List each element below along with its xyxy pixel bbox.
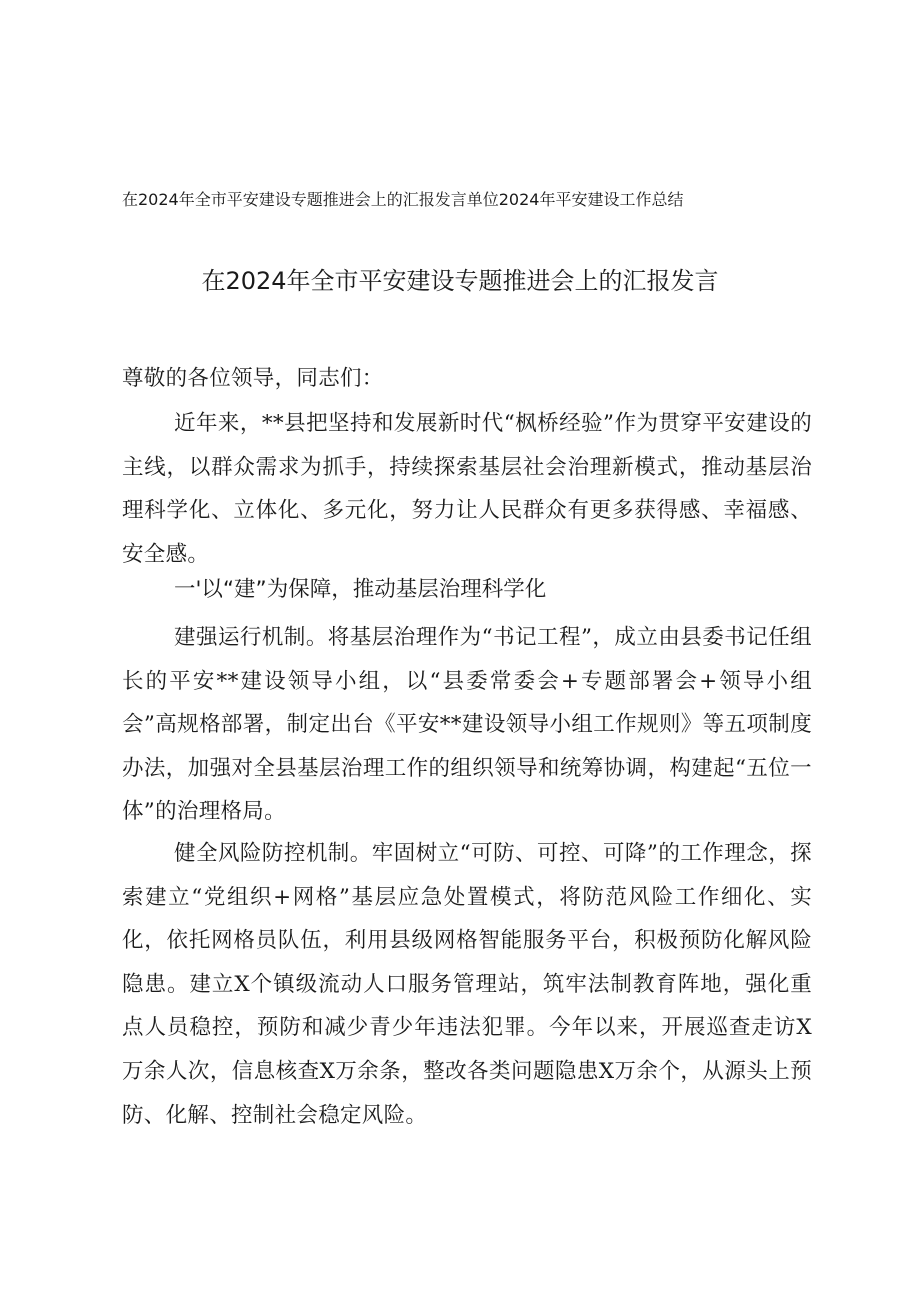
section-paragraph: 建强运行机制。将基层治理作为“书记工程”，成立由县委书记任组长的平安**建设领导小组，以“县委常委会+专题部署会+领导小组会”高规格部署，制定出台《平安**建设领导小组工作规则》等五项制度办法，加强对全县基层治理工作的组织领导和统筹协调，构建起“五位一体”的治理格局。 — [122, 625, 812, 825]
section-paragraph: 健全风险防控机制。牢固树立“可防、可控、可降”的工作理念，探索建立“党组织+网格”基层应急处置模式，将防范风险工作细化、实化，依托网格员队伍，利用县级网格智能服务平台，积极预防化解风险隐患。建立X个镇级流动人口服务管理站，筑牢法制教育阵地，强化重点人员稳控，预防和减少青少年违法犯罪。今年以来，开展巡查走访X万余人次，信息核查X万余条，整改各类问题隐患X万余个，从源头上预防、化解、控制社会稳定风险。 — [122, 841, 812, 1128]
intro-paragraph: 近年来，**县把坚持和发展新时代“枫桥经验”作为贯穿平安建设的主线，以群众需求为抓手，持续探索基层社会治理新模式，推动基层治理科学化、立体化、多元化，努力让人民群众有更多获得感、幸福感、安全感。 — [122, 411, 812, 567]
salutation: 尊敬的各位领导，同志们： — [122, 366, 384, 391]
running-header: 在2024年全市平安建设专题推进会上的汇报发言单位2024年平安建设工作总结 — [122, 190, 684, 209]
section-heading: 一'以“建”为保障，推动基层治理科学化 — [174, 577, 547, 602]
document-title: 在2024年全市平安建设专题推进会上的汇报发言 — [201, 267, 719, 295]
